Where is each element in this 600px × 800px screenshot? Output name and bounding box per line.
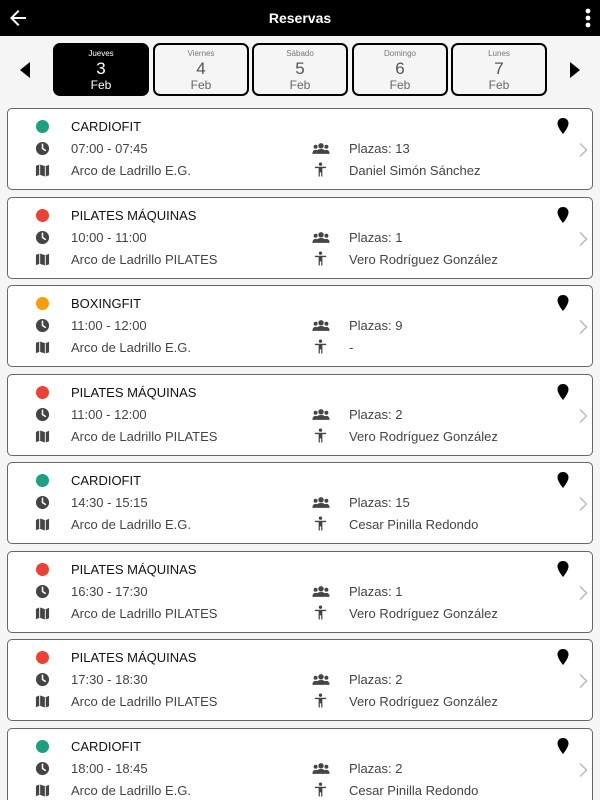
day-tab[interactable] (352, 43, 448, 96)
class-card[interactable] (7, 285, 593, 367)
clock-icon (35, 761, 50, 776)
instructor-icon (313, 693, 328, 708)
status-dot (36, 386, 49, 399)
instructor-name: Vero Rodríguez González (349, 694, 498, 709)
day-name: Lunes (488, 49, 510, 58)
instructor-name: Vero Rodríguez González (349, 605, 498, 621)
class-time: 11:00 - 12:00 (71, 406, 147, 422)
prev-week-icon[interactable] (16, 60, 36, 80)
day-name: Domingo (383, 49, 416, 58)
map-icon (35, 340, 50, 355)
users-icon (312, 318, 330, 333)
class-time: 18:00 - 18:45 (71, 760, 148, 776)
class-name: CARDIOFIT (71, 738, 142, 754)
available-spots: Plazas: 15 (349, 495, 410, 510)
chevron-right-icon (578, 585, 588, 601)
class-time: 16:30 - 17:30 (71, 583, 148, 599)
day-number: 6 (395, 59, 405, 78)
instructor-name: Cesar Pinilla Redondo (349, 782, 479, 798)
map-icon (35, 783, 50, 798)
chevron-right-icon (578, 673, 588, 689)
class-location: Arco de Ladrillo PILATES (71, 605, 218, 621)
day-month: Feb (289, 78, 311, 92)
day-tab[interactable] (451, 43, 547, 96)
day-month: Feb (488, 78, 510, 92)
location-pin-icon[interactable] (557, 384, 569, 400)
users-icon (312, 141, 330, 156)
chevron-right-icon (578, 142, 588, 158)
class-name: PILATES MÁQUINAS (71, 650, 197, 665)
class-name: CARDIOFIT (71, 473, 142, 488)
instructor-icon (313, 339, 328, 354)
chevron-right-icon (578, 408, 588, 424)
map-icon (35, 163, 50, 178)
status-dot (36, 297, 49, 310)
class-name: BOXINGFIT (71, 296, 142, 311)
clock-icon (35, 495, 50, 510)
day-name: Viernes (187, 49, 215, 58)
status-dot (36, 209, 49, 222)
location-pin-icon[interactable] (557, 207, 569, 223)
users-icon (312, 584, 330, 599)
instructor-icon (313, 251, 328, 266)
available-spots: Plazas: 13 (349, 141, 410, 156)
instructor-name: - (349, 340, 354, 355)
class-time: 14:30 - 15:15 (71, 495, 148, 510)
day-month: Feb (389, 78, 411, 92)
more-vertical-icon[interactable] (580, 6, 596, 30)
map-icon (35, 429, 50, 444)
status-dot (36, 120, 49, 133)
class-location: Arco de Ladrillo E.G. (71, 782, 191, 798)
day-tab[interactable] (252, 43, 348, 96)
instructor-name: Daniel Simón Sánchez (349, 163, 481, 178)
class-location: Arco de Ladrillo E.G. (71, 517, 191, 532)
available-spots: Plazas: 2 (349, 672, 403, 687)
chevron-right-icon (578, 762, 588, 778)
class-card[interactable] (7, 197, 593, 279)
status-dot (36, 474, 49, 487)
location-pin-icon[interactable] (557, 118, 569, 134)
instructor-name: Vero Rodríguez González (349, 428, 498, 444)
class-card[interactable] (7, 551, 593, 633)
date-selector (0, 36, 600, 104)
instructor-icon (313, 162, 328, 177)
class-name: PILATES MÁQUINAS (71, 384, 197, 400)
day-name: Jueves (88, 49, 114, 58)
location-pin-icon[interactable] (557, 649, 569, 665)
class-name: CARDIOFIT (71, 119, 142, 134)
clock-icon (35, 318, 50, 333)
chevron-right-icon (578, 231, 588, 247)
chevron-right-icon (578, 319, 588, 335)
day-name: Sábado (286, 49, 314, 58)
map-icon (35, 252, 50, 267)
day-number: 5 (295, 59, 305, 78)
available-spots: Plazas: 1 (349, 229, 403, 245)
class-card[interactable] (7, 639, 593, 721)
day-month: Feb (190, 78, 212, 92)
class-name: PILATES MÁQUINAS (71, 207, 197, 223)
map-icon (35, 606, 50, 621)
users-icon (312, 407, 330, 422)
instructor-icon (313, 605, 328, 620)
available-spots: Plazas: 2 (349, 406, 403, 422)
class-location: Arco de Ladrillo E.G. (71, 163, 191, 178)
day-number: 4 (196, 59, 206, 78)
day-tab[interactable] (153, 43, 249, 96)
class-time: 10:00 - 11:00 (71, 229, 147, 245)
clock-icon (35, 584, 50, 599)
location-pin-icon[interactable] (557, 738, 569, 754)
clock-icon (35, 407, 50, 422)
map-icon (35, 694, 50, 709)
users-icon (312, 230, 330, 245)
clock-icon (35, 141, 50, 156)
instructor-icon (313, 782, 328, 797)
status-dot (36, 740, 49, 753)
location-pin-icon[interactable] (557, 561, 569, 577)
class-location: Arco de Ladrillo PILATES (71, 251, 218, 267)
class-time: 11:00 - 12:00 (71, 318, 147, 333)
status-dot (36, 651, 49, 664)
available-spots: Plazas: 2 (349, 760, 403, 776)
available-spots: Plazas: 9 (349, 318, 403, 333)
map-icon (35, 517, 50, 532)
available-spots: Plazas: 1 (349, 583, 403, 599)
clock-icon (35, 672, 50, 687)
page-title: Reservas (268, 10, 332, 26)
class-location: Arco de Ladrillo PILATES (71, 694, 218, 709)
class-name: PILATES MÁQUINAS (71, 561, 197, 577)
users-icon (312, 495, 330, 510)
class-location: Arco de Ladrillo E.G. (71, 340, 191, 355)
class-card[interactable] (7, 374, 593, 456)
class-time: 17:30 - 18:30 (71, 672, 148, 687)
location-pin-icon[interactable] (557, 295, 569, 311)
class-time: 07:00 - 07:45 (71, 141, 148, 156)
instructor-name: Vero Rodríguez González (349, 251, 498, 267)
day-number: 3 (96, 59, 106, 78)
next-week-icon[interactable] (564, 60, 584, 80)
instructor-name: Cesar Pinilla Redondo (349, 517, 479, 532)
day-month: Feb (90, 78, 112, 92)
day-tab[interactable] (53, 43, 149, 96)
users-icon (312, 672, 330, 687)
users-icon (312, 761, 330, 776)
day-number: 7 (494, 59, 504, 78)
class-location: Arco de Ladrillo PILATES (71, 428, 218, 444)
chevron-right-icon (578, 496, 588, 512)
instructor-icon (313, 516, 328, 531)
location-pin-icon[interactable] (557, 472, 569, 488)
class-card[interactable] (7, 728, 593, 800)
instructor-icon (313, 428, 328, 443)
top-app-bar (0, 0, 600, 36)
clock-icon (35, 230, 50, 245)
class-card[interactable] (7, 462, 593, 544)
class-card[interactable] (7, 108, 593, 190)
status-dot (36, 563, 49, 576)
